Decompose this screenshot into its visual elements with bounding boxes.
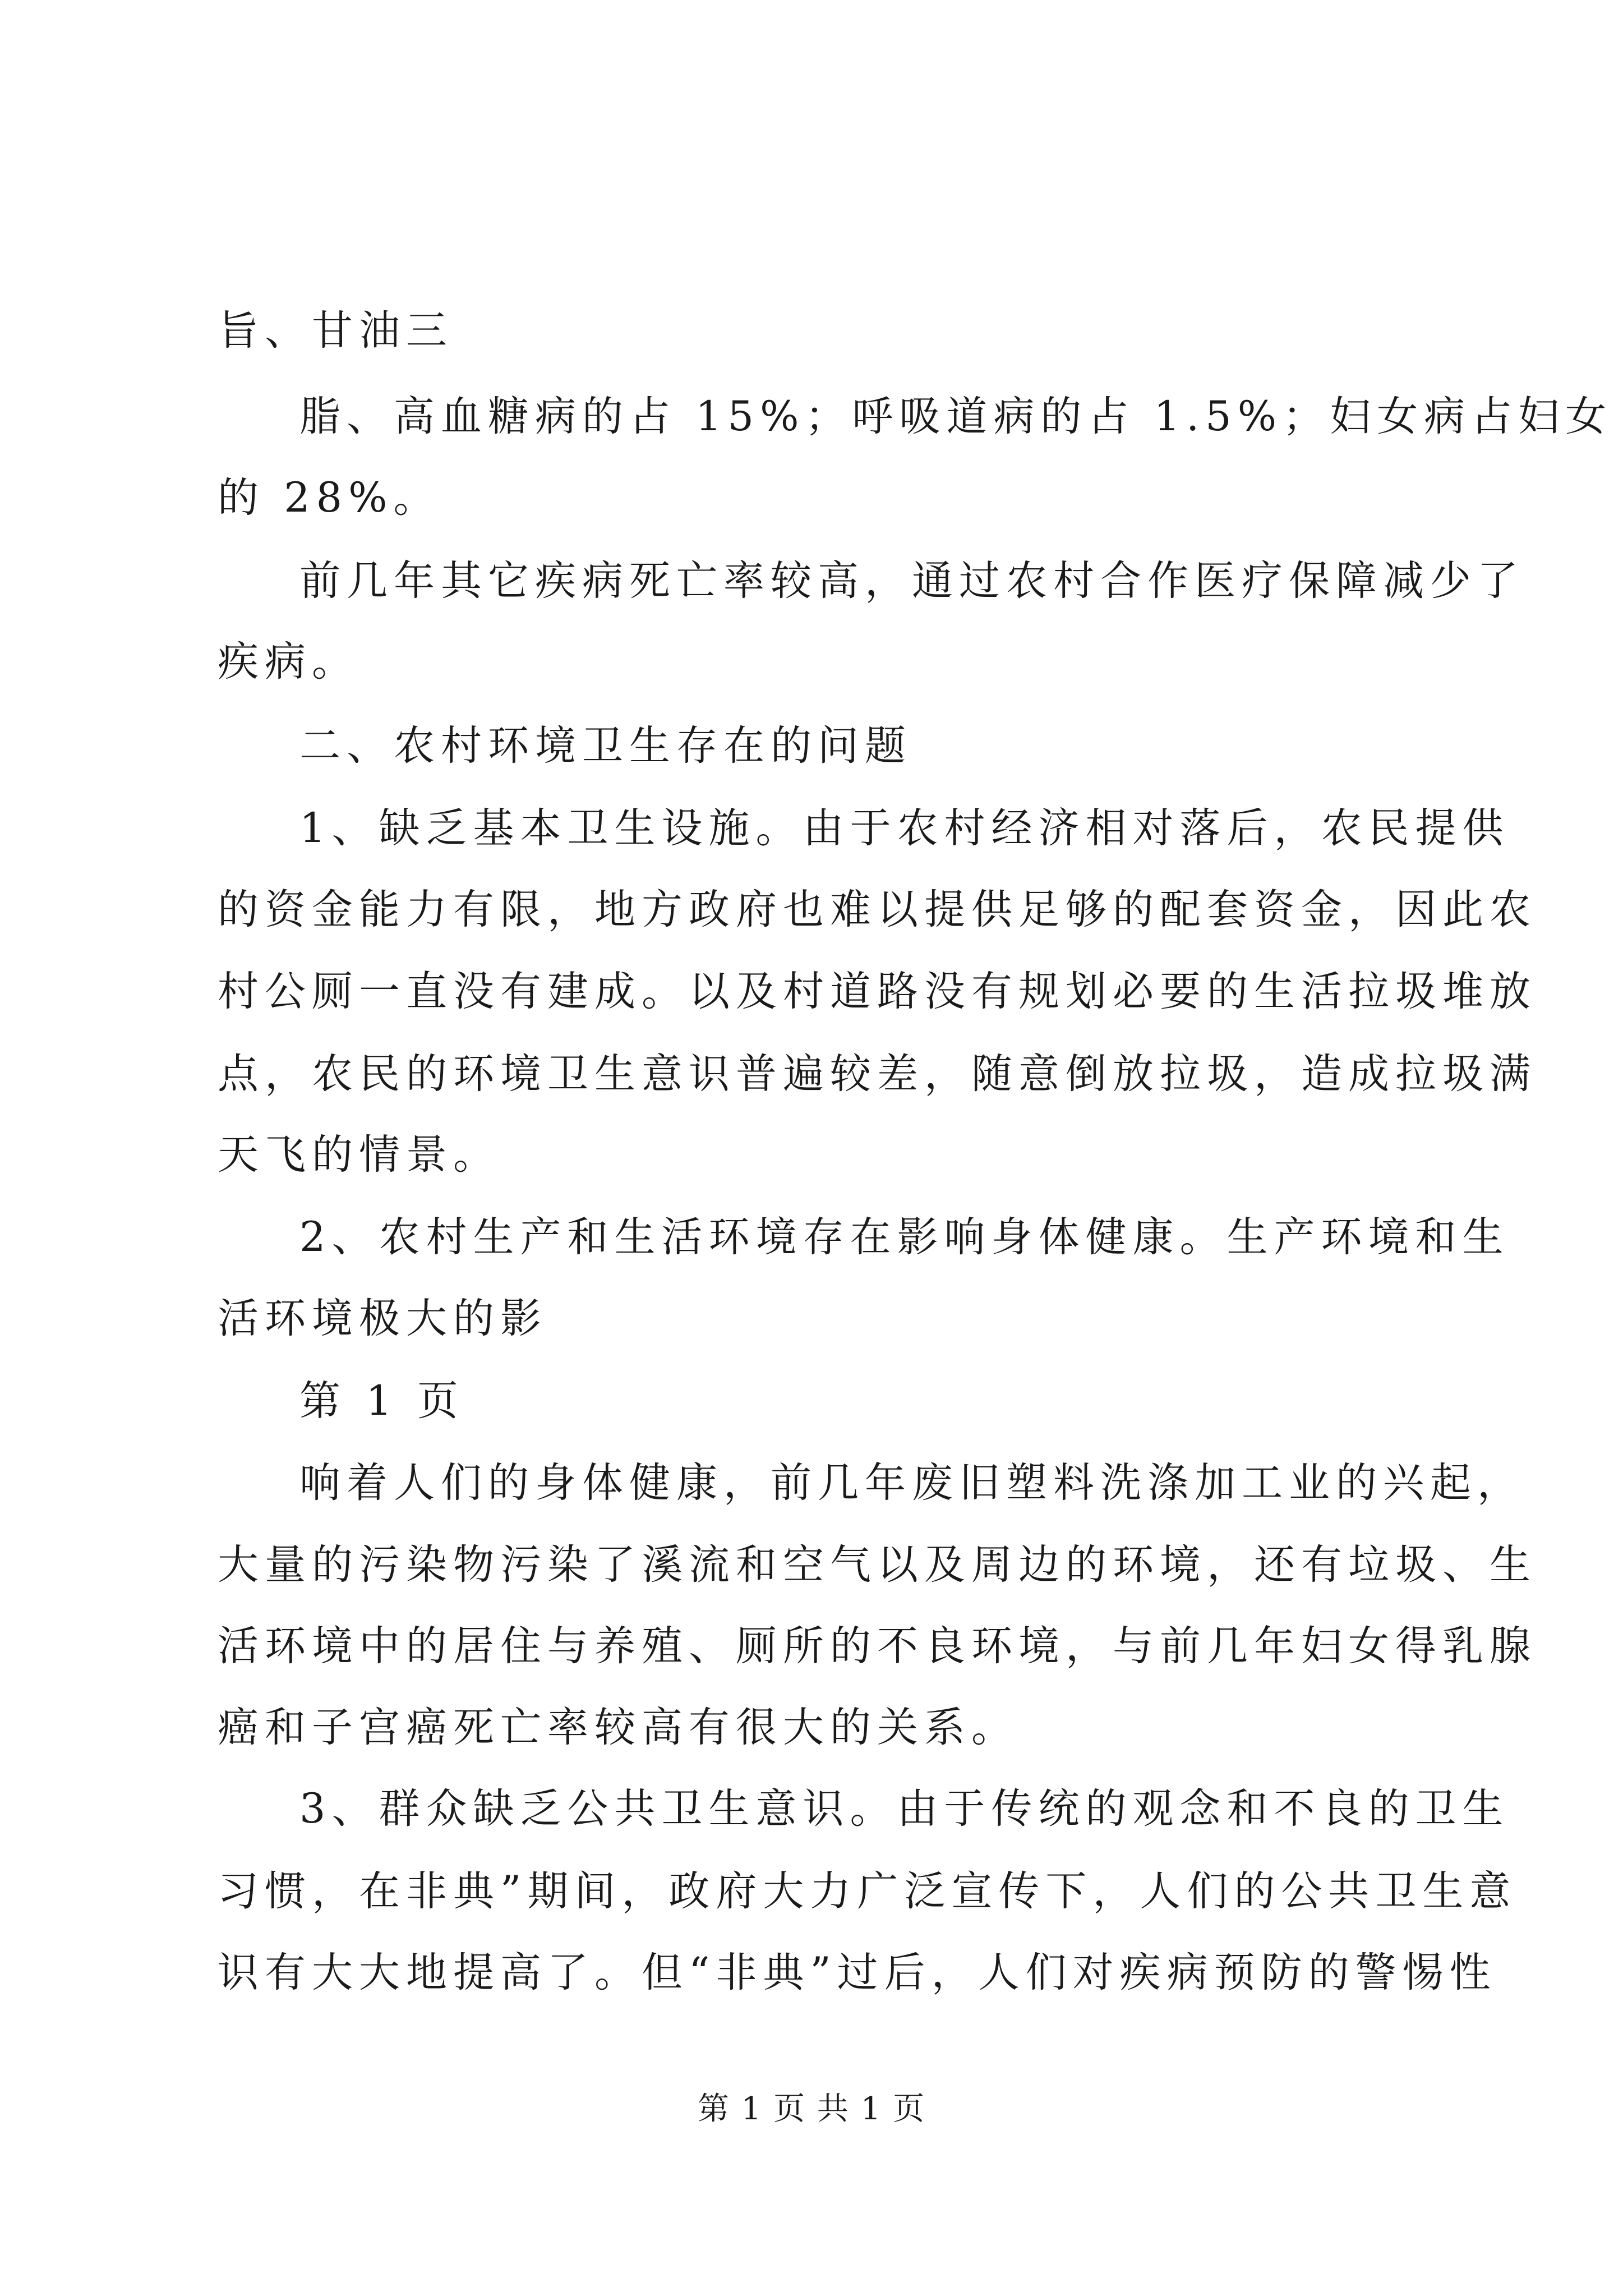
text-line: 识有大大地提高了。但“非典”过后，人们对疾病预防的警惕性 <box>218 1949 1497 1996</box>
text-line: 点，农民的环境卫生意识普遍较差，随意倒放拉圾，造成拉圾满 <box>218 1050 1537 1098</box>
text-line: 习惯，在非典”期间，政府大力广泛宣传下，人们的公共卫生意 <box>218 1867 1517 1915</box>
text-line: 活环境中的居住与养殖、厕所的不良环境，与前几年妇女得乳腺 <box>218 1622 1537 1670</box>
text-line: 2、农村生产和生活环境存在影响身体健康。生产环境和生 <box>299 1213 1510 1261</box>
text-line: 的资金能力有限，地方政府也难以提供足够的配套资金，因此农 <box>218 886 1537 933</box>
inline-page-marker: 第 1 页 <box>299 1377 464 1425</box>
text-line: 大量的污染物污染了溪流和空气以及周边的环境，还有垃圾、生 <box>218 1541 1537 1589</box>
text-line: 天飞的情景。 <box>218 1131 500 1179</box>
section-heading: 二、农村环境卫生存在的问题 <box>299 722 912 770</box>
text-line: 活环境极大的影 <box>218 1295 547 1342</box>
text-line: 旨、甘油三 <box>218 307 453 355</box>
text-line: 脂、高血糖病的占 15%；呼吸道病的占 1.5%；妇女病占妇女 <box>299 393 1613 440</box>
text-line: 响着人们的身体健康，前几年废旧塑料洗涤加工业的兴起， <box>299 1459 1524 1507</box>
page-footer: 第 1 页 共 1 页 <box>697 2091 926 2127</box>
text-line: 3、群众缺乏公共卫生意识。由于传统的观念和不良的卫生 <box>299 1785 1510 1833</box>
text-line: 疾病。 <box>218 638 359 685</box>
text-line: 的 28%。 <box>218 474 441 522</box>
text-line: 村公厕一直没有建成。以及村道路没有规划必要的生活拉圾堆放 <box>218 968 1537 1015</box>
text-line: 癌和子宫癌死亡率较高有很大的关系。 <box>218 1704 1018 1751</box>
text-line: 前几年其它疾病死亡率较高，通过农村合作医疗保障减少了 <box>299 557 1524 605</box>
text-line: 1、缺乏基本卫生设施。由于农村经济相对落后，农民提供 <box>299 804 1510 852</box>
